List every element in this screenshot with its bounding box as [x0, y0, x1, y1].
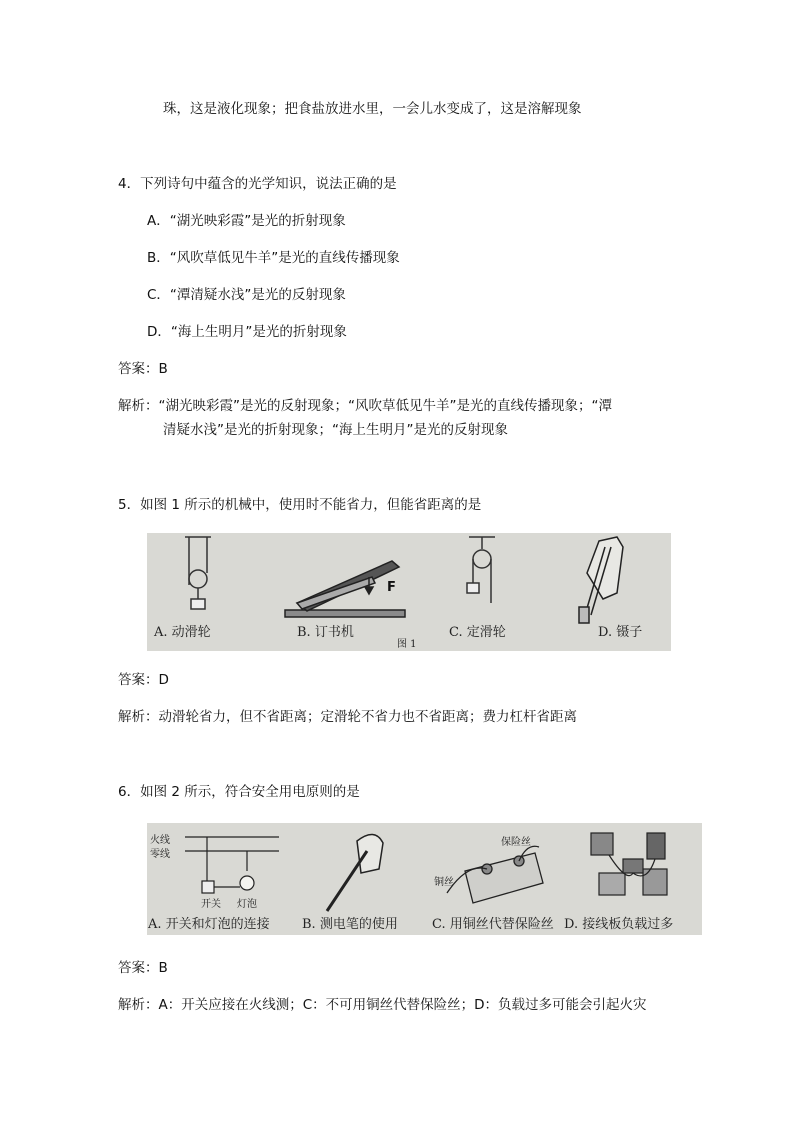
figure-1-caption-d: D. 镊子 [598, 625, 643, 640]
power-strip-icon [591, 833, 667, 895]
figure-1-caption-c: C. 定滑轮 [449, 625, 506, 640]
tweezers-icon [579, 537, 623, 623]
figure-1 [147, 533, 671, 651]
fixed-pulley-icon [467, 537, 495, 603]
figure-1-caption-a: A. 动滑轮 [154, 625, 211, 640]
test-pen-icon [327, 834, 383, 911]
copper-wire-label: 铜丝 [434, 877, 454, 888]
q6-answer: 答案：B [118, 960, 168, 976]
q6-stem: 6．如图 2 所示，符合安全用电原则的是 [118, 784, 360, 800]
q5-answer: 答案：D [118, 672, 169, 688]
figure-2-caption-b: B. 测电笔的使用 [302, 917, 398, 932]
q4-option-b: B．“风吹草低见牛羊”是光的直线传播现象 [147, 250, 400, 266]
figure-1-caption-b: B. 订书机 [297, 625, 354, 640]
q4-option-c: C．“潭清疑水浅”是光的反射现象 [147, 287, 346, 303]
figure-2-caption-a: A. 开关和灯泡的连接 [148, 917, 270, 932]
movable-pulley-icon [185, 537, 211, 609]
q4-option-a: A．“湖光映彩霞”是光的折射现象 [147, 213, 346, 229]
figure-1-drawing [147, 533, 671, 651]
q5-analysis: 解析：动滑轮省力，但不省距离；定滑轮不省力也不省距离；费力杠杆省距离 [118, 709, 577, 725]
q5-stem: 5．如图 1 所示的机械中，使用时不能省力，但能省距离的是 [118, 497, 482, 513]
fuse-board-icon [447, 846, 543, 903]
figure-2-caption-c: C. 用铜丝代替保险丝 [432, 917, 554, 932]
q4-stem: 4．下列诗句中蕴含的光学知识，说法正确的是 [118, 176, 397, 192]
live-wire-label: 火线 [150, 835, 170, 846]
q4-option-d: D．“海上生明月”是光的折射现象 [147, 324, 347, 340]
q4-answer: 答案：B [118, 361, 168, 377]
force-label: F [387, 580, 396, 595]
q4-analysis-line2: 清疑水浅”是光的折射现象；“海上生明月”是光的反射现象 [163, 422, 508, 438]
figure-2-caption-d: D. 接线板负载过多 [564, 917, 674, 932]
wiring-diagram-icon [185, 837, 279, 893]
bulb-label: 灯泡 [237, 899, 257, 910]
q4-analysis-line1: 解析：“湖光映彩霞”是光的反射现象；“风吹草低见牛羊”是光的直线传播现象；“潭 [118, 398, 612, 414]
continuation-text: 珠，这是液化现象；把食盐放进水里，一会儿水变成了，这是溶解现象 [163, 101, 582, 117]
figure-1-label: 图 1 [397, 639, 417, 650]
neutral-wire-label: 零线 [150, 849, 170, 860]
switch-label: 开关 [201, 899, 221, 910]
q6-analysis: 解析：A：开关应接在火线测；C：不可用铜丝代替保险丝；D：负载过多可能会引起火灾 [118, 997, 647, 1013]
fuse-label: 保险丝 [501, 837, 531, 848]
figure-2 [147, 823, 702, 935]
